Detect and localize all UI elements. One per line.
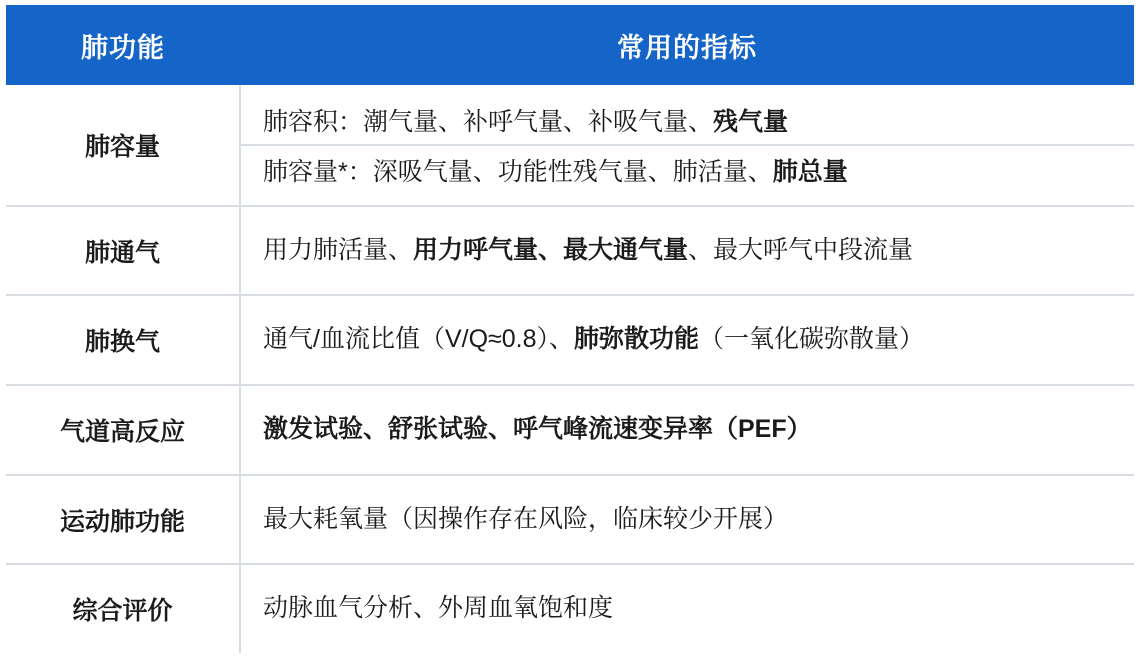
value-bold: 用力呼气量、最大通气量 bbox=[413, 235, 689, 264]
header-cell-indicators: 常用的指标 bbox=[240, 5, 1134, 85]
table-row bbox=[6, 385, 1134, 475]
lung-function-table bbox=[6, 5, 1134, 653]
row-category-airway-hyperreactivity: 气道高反应 bbox=[6, 385, 240, 475]
table-row bbox=[6, 475, 1134, 565]
sub-line-1-plain: 肺容积：潮气量、补呼气量、补吸气量、 bbox=[263, 107, 714, 136]
table-header bbox=[6, 5, 1134, 85]
table-body bbox=[6, 85, 1134, 653]
header-cell-category: 肺功能 bbox=[6, 5, 240, 85]
table-row bbox=[6, 85, 1134, 206]
value-plain-1: 动脉血气分析、外周血氧饱和度 bbox=[263, 594, 614, 623]
sub-line-1-bold: 残气量 bbox=[713, 107, 789, 136]
value-plain-1: 用力肺活量、 bbox=[263, 235, 414, 264]
row-category-gas-exchange: 肺换气 bbox=[6, 295, 240, 385]
row-value-exercise bbox=[240, 475, 1134, 565]
value-plain-2: （一氧化碳弥散量） bbox=[699, 325, 925, 354]
sub-line-2 bbox=[241, 146, 1134, 194]
table-row bbox=[6, 564, 1134, 653]
value-bold: 肺弥散功能 bbox=[574, 325, 700, 354]
table-row bbox=[6, 206, 1134, 296]
value-bold: 激发试验、舒张试验、呼气峰流速变异率（PEF） bbox=[263, 414, 812, 443]
table-header-row bbox=[6, 5, 1134, 85]
row-category-ventilation: 肺通气 bbox=[6, 206, 240, 296]
row-category-exercise: 运动肺功能 bbox=[6, 475, 240, 565]
sub-line-2-plain: 肺容量*：深吸气量、功能性残气量、肺活量、 bbox=[263, 157, 773, 186]
value-plain-1: 最大耗氧量（因操作存在风险，临床较少开展） bbox=[263, 504, 789, 533]
row-value-overall-evaluation bbox=[240, 564, 1134, 653]
value-plain-1: 通气/血流比值（V/Q≈0.8）、 bbox=[263, 325, 574, 354]
row-value-ventilation bbox=[240, 206, 1134, 296]
row-value-gas-exchange bbox=[240, 295, 1134, 385]
sub-line-2-bold: 肺总量 bbox=[772, 157, 848, 186]
row-value-airway-hyperreactivity bbox=[240, 385, 1134, 475]
value-plain-2: 、最大呼气中段流量 bbox=[688, 235, 914, 264]
sub-line-1 bbox=[241, 96, 1134, 146]
row-category-lung-volume: 肺容量 bbox=[6, 85, 240, 206]
row-category-overall-evaluation: 综合评价 bbox=[6, 564, 240, 653]
row-value-lung-volume bbox=[240, 85, 1134, 206]
table-row bbox=[6, 295, 1134, 385]
